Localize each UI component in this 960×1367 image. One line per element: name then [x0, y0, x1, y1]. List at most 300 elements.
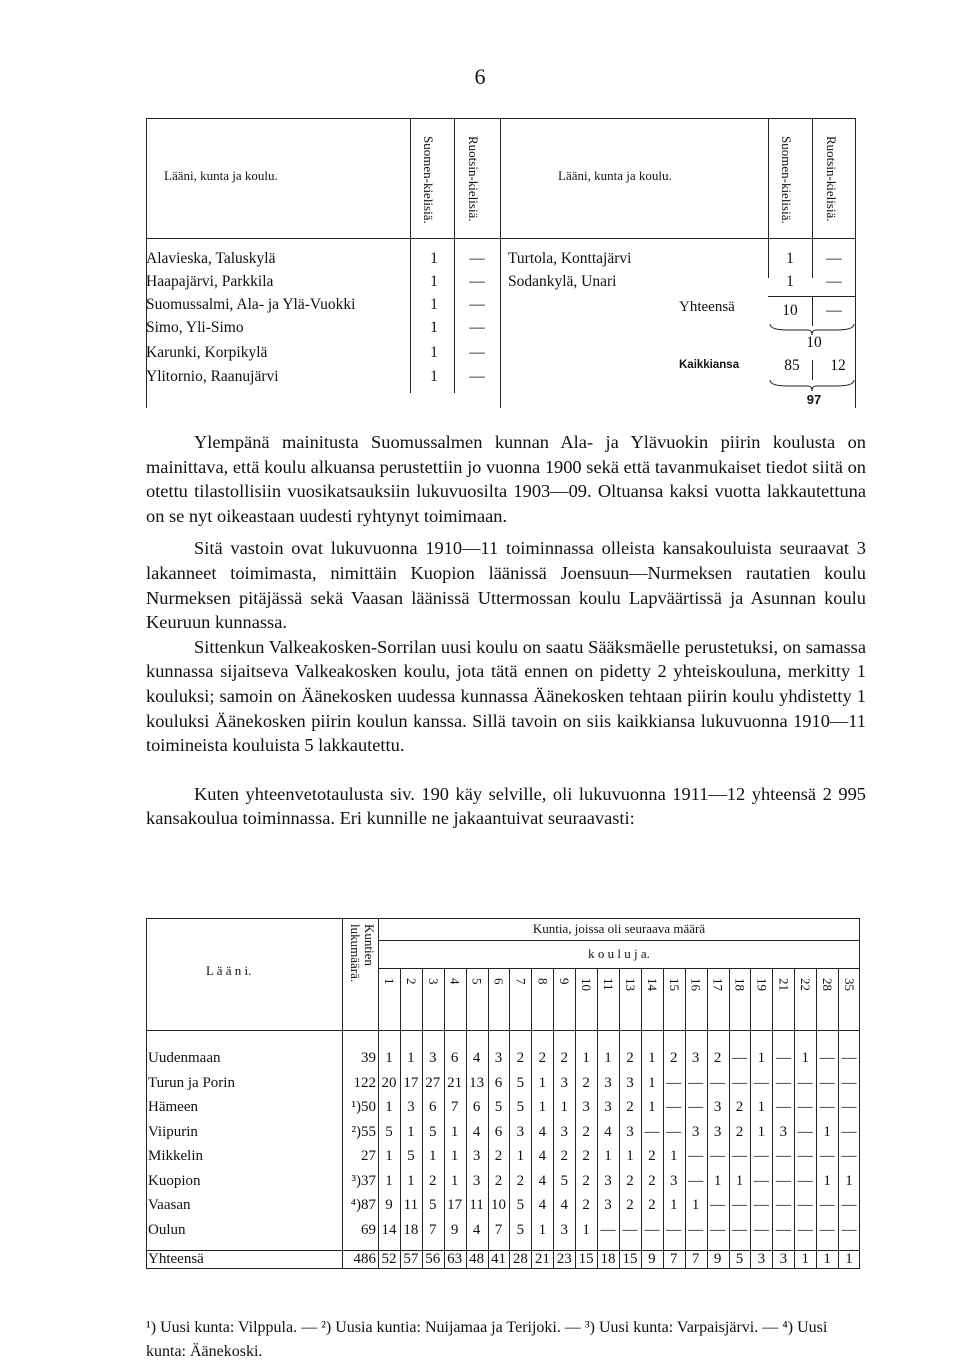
cell-value: 1: [757, 1099, 766, 1115]
cell-value: 3: [604, 1074, 612, 1091]
cell-value: 1: [823, 1251, 831, 1267]
col-rule: [768, 118, 769, 278]
paragraph: Kuten yhteenvetotaulusta siv. 190 käy selville, oli lukuvuonna 1911—12 yhteensä 2 995 kansakoulua toiminnassa. Eri kunnille ne jakaantuivat seuraavasti:: [146, 783, 866, 829]
cell-value: 17: [447, 1197, 463, 1213]
cell-value: 2: [494, 1172, 503, 1189]
cell-kuntien: ²)55: [351, 1123, 376, 1140]
cell-value: 2: [582, 1172, 590, 1189]
cell-value: 3: [757, 1251, 766, 1267]
school-count-header: 14: [644, 978, 660, 991]
cell-value: 1: [670, 1197, 678, 1213]
cell-value: 1: [407, 1123, 415, 1140]
cell-value: —: [841, 1099, 857, 1115]
cell-value: 4: [604, 1123, 612, 1140]
cell-value: 1: [735, 1172, 744, 1189]
kaikkiansa-label: Kaikkiansa: [679, 359, 740, 371]
col-rule: [500, 118, 501, 408]
cell-value: —: [841, 1197, 857, 1213]
yhteensa-label: Yhteensä: [679, 299, 735, 315]
cell-value: 1: [648, 1074, 656, 1091]
cell-value: —: [710, 1197, 726, 1213]
cell-value: 3: [779, 1251, 788, 1267]
school-count-header: 7: [513, 978, 529, 985]
school-count-header: 1: [381, 978, 397, 985]
cell-value: 41: [490, 1251, 506, 1267]
cell-value: 11: [469, 1197, 484, 1213]
cell-value: 1: [823, 1123, 831, 1140]
cell-value: —: [841, 1123, 857, 1140]
cell-value: 2: [648, 1172, 656, 1189]
cell-value: 9: [648, 1251, 656, 1267]
col-rule: [812, 360, 813, 380]
cell-fi: 1: [430, 319, 438, 336]
cell-value: 48: [469, 1251, 485, 1267]
table-top-rule: [146, 118, 856, 119]
col-rule: [454, 118, 455, 393]
cell-value: —: [797, 1099, 813, 1115]
cell-value: 23: [556, 1251, 572, 1267]
cell-value: 5: [429, 1197, 437, 1213]
cell-value: 1: [604, 1148, 612, 1164]
cell-value: 1: [582, 1050, 590, 1066]
table-right-rule: [855, 118, 856, 408]
cell-value: —: [753, 1172, 769, 1189]
cell-value: 2: [429, 1172, 437, 1189]
cell-value: 18: [600, 1251, 616, 1267]
school-count-header: 10: [579, 978, 595, 991]
header-swedish-left: Ruotsin-kielisiä.: [466, 136, 481, 222]
cell-value: —: [753, 1197, 769, 1213]
cell-sv: —: [469, 296, 485, 313]
cell-value: 1: [450, 1148, 459, 1164]
cell-value: —: [775, 1050, 791, 1066]
school-count-header: 11: [601, 978, 617, 991]
cell-value: 7: [450, 1099, 459, 1115]
school-count-header: 9: [557, 978, 573, 985]
cell-value: —: [819, 1074, 835, 1091]
cell-value: 4: [472, 1050, 481, 1066]
table-row: Vaasan: [148, 1197, 191, 1213]
kaikkiansa-total: 97: [806, 392, 822, 407]
kaikkiansa-fi: 85: [784, 357, 800, 374]
cell-value: —: [622, 1221, 638, 1238]
cell-value: —: [819, 1221, 835, 1238]
cell-sv: —: [469, 273, 485, 290]
table-row: Mikkelin: [148, 1148, 203, 1164]
cell-value: 1: [385, 1050, 393, 1066]
cell-value: —: [841, 1148, 857, 1164]
cell-value: —: [819, 1099, 835, 1115]
cell-value: 2: [670, 1050, 678, 1066]
school-count-header: 3: [425, 978, 441, 985]
header-swedish-right: Ruotsin-kielisiä.: [824, 136, 839, 222]
paragraph: Sitä vastoin ovat lukuvuonna 1910—11 toiminnassa olleista kansakouluista seuraavat 3 lakanneet toimimasta, nimittäin Kuopion läänissä Joensuun—Nurmeksen rautatien koulu Nurmeksen pitäjässä sekä Vaasan läänissä Uttermossan koulu Lapväärtissä ja Asunnan koulu Keuruun kunnassa.: [146, 538, 866, 633]
cell-value: 6: [472, 1099, 481, 1115]
cell-value: —: [710, 1221, 726, 1238]
cell-value: —: [644, 1221, 660, 1238]
cell-value: 4: [538, 1197, 547, 1213]
header-laani: L ä ä n i.: [206, 963, 252, 978]
cell-value: —: [688, 1099, 704, 1115]
group-rule: [378, 940, 860, 941]
school-count-header: 15: [666, 978, 682, 991]
cell-kuntien: ¹)50: [351, 1099, 376, 1115]
yhteensa-total: 10: [806, 334, 822, 351]
cell-value: 6: [450, 1050, 459, 1066]
cell-value: 3: [626, 1074, 634, 1091]
cell-value: 15: [622, 1251, 638, 1267]
cell-kuntien: 27: [361, 1148, 376, 1164]
cell-value: —: [688, 1221, 704, 1238]
cell-value: 3: [670, 1172, 678, 1189]
cell-fi: 1: [786, 250, 794, 267]
cell-value: 3: [560, 1123, 568, 1140]
school-count-header: 18: [732, 978, 748, 991]
cell-value: 2: [735, 1099, 744, 1115]
table-row: Alavieska, Taluskylä: [146, 250, 276, 267]
cell-value: 57: [403, 1251, 419, 1267]
cell-value: 7: [691, 1251, 700, 1267]
cell-value: 2: [626, 1197, 634, 1213]
school-count-header: 13: [622, 978, 638, 991]
cell-fi: 1: [786, 273, 794, 290]
cell-value: 1: [582, 1221, 590, 1238]
cell-value: 1: [538, 1099, 547, 1115]
cell-value: 5: [516, 1197, 525, 1213]
cell-sv: —: [469, 344, 485, 361]
cell-value: 3: [516, 1123, 525, 1140]
cell-value: —: [688, 1172, 704, 1189]
cell-value: 5: [407, 1148, 415, 1164]
header-laani-left: Lääni, kunta ja koulu.: [164, 168, 278, 183]
cell-value: 1: [560, 1099, 568, 1115]
cell-value: 63: [447, 1251, 463, 1267]
cell-fi: 1: [430, 344, 438, 361]
cell-value: 1: [757, 1123, 766, 1140]
cell-value: 2: [538, 1050, 547, 1066]
cell-value: 1: [801, 1050, 809, 1066]
col-rule: [146, 918, 147, 1268]
table-row: Haapajärvi, Parkkila: [146, 273, 274, 290]
paragraph: Sittenkun Valkeakosken-Sorrilan uusi koulu on saatu Sääksmäelle perustetuksi, on samassa kunnassa sijaitseva Valkeakosken koulu, jota tätä ennen on pidetty 2 yhteiskouluna, merkitty 1 kouluksi; samoin on Äänekosken uudessa kunnassa Äänekosken tehtaan piirin koulu yhdistetty 1 kouluksi Äänekosken piirin koulun kanssa. Sillä tavoin on siis kaikkiansa lukuvuonna 1910—11 toimineista kouluista 5 lakkautettu.: [146, 636, 866, 756]
cell-value: 3: [626, 1123, 634, 1140]
cell-value: 4: [538, 1172, 547, 1189]
cell-value: —: [819, 1148, 835, 1164]
cell-value: —: [841, 1221, 857, 1238]
cell-value: 2: [735, 1123, 744, 1140]
cell-value: 2: [626, 1050, 634, 1066]
cell-value: 56: [425, 1251, 441, 1267]
cell-value: 5: [385, 1123, 393, 1140]
cell-value: 1: [538, 1221, 547, 1238]
cell-value: —: [731, 1050, 747, 1066]
cell-kuntien: 39: [361, 1050, 376, 1066]
cell-kuntien: 486: [353, 1251, 376, 1267]
cell-value: —: [797, 1123, 813, 1140]
cell-value: —: [710, 1148, 726, 1164]
cell-value: 18: [403, 1221, 419, 1238]
cell-value: —: [753, 1074, 769, 1091]
cell-value: 1: [801, 1251, 809, 1267]
cell-fi: 1: [430, 273, 438, 290]
cell-value: 2: [494, 1148, 503, 1164]
cell-sv: —: [469, 368, 485, 385]
cell-value: 3: [472, 1148, 481, 1164]
cell-value: 1: [407, 1050, 415, 1066]
cell-value: 4: [538, 1123, 547, 1140]
cell-value: 3: [779, 1123, 788, 1140]
cell-value: 3: [560, 1221, 568, 1238]
cell-value: 21: [447, 1074, 463, 1091]
cell-value: —: [710, 1074, 726, 1091]
cell-value: 2: [648, 1197, 656, 1213]
cell-value: 1: [385, 1148, 393, 1164]
brace-icon: [768, 378, 856, 392]
cell-value: 52: [381, 1251, 397, 1267]
cell-value: —: [819, 1197, 835, 1213]
table-row: Hämeen: [148, 1099, 198, 1115]
cell-value: 4: [538, 1148, 547, 1164]
cell-value: —: [731, 1197, 747, 1213]
cell-value: 2: [582, 1074, 590, 1091]
cell-value: 2: [626, 1099, 634, 1115]
cell-sv: —: [826, 250, 842, 267]
school-count-header: 8: [535, 978, 551, 985]
cell-value: 5: [560, 1172, 568, 1189]
table-row: Karunki, Korpikylä: [146, 344, 268, 361]
cell-value: —: [753, 1221, 769, 1238]
table-row: Uudenmaan: [148, 1050, 221, 1066]
cell-value: —: [797, 1074, 813, 1091]
cell-value: 13: [469, 1074, 485, 1091]
table-row: Turtola, Konttajärvi: [508, 250, 632, 267]
cell-value: 1: [757, 1050, 766, 1066]
cell-value: —: [819, 1050, 835, 1066]
cell-value: —: [688, 1148, 704, 1164]
yhteensa-sv: —: [826, 302, 842, 319]
cell-value: 5: [516, 1074, 525, 1091]
cell-value: 9: [713, 1251, 722, 1267]
cell-value: 6: [494, 1074, 503, 1091]
cell-kuntien: 69: [361, 1221, 376, 1238]
cell-value: 1: [845, 1172, 853, 1189]
cell-value: 6: [429, 1099, 437, 1115]
col-rule: [812, 118, 813, 278]
cell-value: 3: [713, 1099, 722, 1115]
cell-value: 2: [560, 1050, 568, 1066]
cell-value: 2: [582, 1148, 590, 1164]
cell-value: 1: [407, 1172, 415, 1189]
footnotes: ¹) Uusi kunta: Vilppula. — ²) Uusia kuntia: Nuijamaa ja Terijoki. — ³) Uusi kunta: Varpaisjärvi. — ⁴) Uusi kunta: Äänekoski.: [146, 1319, 828, 1360]
school-count-header: 16: [688, 978, 704, 991]
cell-value: 3: [429, 1050, 437, 1066]
cell-kuntien: 122: [353, 1074, 376, 1091]
cell-value: —: [775, 1074, 791, 1091]
cell-value: 9: [385, 1197, 393, 1213]
cell-kuntien: ³)37: [351, 1172, 376, 1189]
cell-value: 7: [670, 1251, 678, 1267]
cell-value: 3: [407, 1099, 415, 1115]
table-row: Oulun: [148, 1221, 186, 1238]
cell-value: —: [666, 1074, 682, 1091]
cell-value: 4: [472, 1123, 481, 1140]
cell-value: 2: [582, 1197, 590, 1213]
cell-value: 15: [578, 1251, 594, 1267]
cell-value: 28: [512, 1251, 528, 1267]
cell-value: —: [644, 1123, 660, 1140]
header-kuntien: Kuntien lukumäärä.: [348, 924, 377, 983]
cell-sv: —: [826, 273, 842, 290]
table-row: Viipurin: [148, 1123, 198, 1140]
cell-value: 6: [494, 1123, 503, 1140]
cell-value: 2: [582, 1123, 590, 1140]
cell-value: 9: [450, 1221, 459, 1238]
cell-value: 1: [604, 1050, 612, 1066]
cell-fi: 1: [430, 296, 438, 313]
table-row: Kuopion: [148, 1172, 201, 1189]
cell-value: 1: [450, 1172, 459, 1189]
cell-value: 3: [691, 1123, 700, 1140]
school-count-header: 2: [403, 978, 419, 985]
school-count-header: 28: [820, 978, 836, 991]
cell-value: —: [666, 1123, 682, 1140]
cell-value: —: [841, 1074, 857, 1091]
cell-value: 5: [494, 1099, 503, 1115]
school-count-header: 6: [491, 978, 507, 985]
cell-value: 17: [403, 1074, 419, 1091]
cell-value: 10: [490, 1197, 506, 1213]
cell-value: —: [666, 1221, 682, 1238]
cell-value: 7: [429, 1221, 437, 1238]
cell-value: 2: [626, 1172, 634, 1189]
school-count-header: 35: [842, 978, 858, 991]
cell-value: 27: [425, 1074, 441, 1091]
cell-value: 1: [670, 1148, 678, 1164]
table-top-rule: [146, 918, 860, 919]
cell-value: 1: [823, 1172, 831, 1189]
cell-value: —: [775, 1172, 791, 1189]
cell-value: 3: [691, 1050, 700, 1066]
cell-value: —: [753, 1148, 769, 1164]
paragraph: Ylempänä mainitusta Suomussalmen kunnan Ala- ja Ylävuokin piirin koulusta on mainittava, että koulu alkuansa perustettiin jo vuonna 1900 sekä että tavanmukaiset tiedot siitä on otettu tilastollisiin vuosikatsauksiin lukuvuosilta 1903—09. Oltuansa kaksi vuotta lakkautettuna on se nyt oikeastaan uudesti ryhtynyt toimimaan.: [146, 432, 866, 526]
col-rule: [410, 118, 411, 393]
cell-value: —: [797, 1221, 813, 1238]
table-row: Yhteensä: [148, 1251, 204, 1267]
cell-fi: 1: [430, 368, 438, 385]
cell-value: 14: [381, 1221, 397, 1238]
cell-value: 4: [472, 1221, 481, 1238]
cell-sv: —: [469, 319, 485, 336]
school-count-header: 19: [754, 978, 770, 991]
cell-value: 3: [560, 1074, 568, 1091]
school-count-header: 22: [798, 978, 814, 991]
kaikkiansa-sv: 12: [830, 357, 846, 374]
cell-value: 7: [494, 1221, 503, 1238]
cell-value: —: [775, 1148, 791, 1164]
header-finnish-right: Suomen-kielisiä.: [779, 136, 794, 224]
cell-value: 20: [381, 1074, 397, 1091]
school-table: [146, 118, 856, 408]
cell-value: 1: [516, 1148, 525, 1164]
cell-value: —: [688, 1074, 704, 1091]
table-row: Suomussalmi, Ala- ja Ylä-Vuokki: [146, 296, 356, 313]
group-header: Kuntia, joissa oli seuraava määrä: [532, 921, 706, 936]
cell-value: 1: [691, 1197, 700, 1213]
school-count-header: 21: [776, 978, 792, 991]
cell-value: —: [600, 1221, 616, 1238]
table-header-rule: [146, 238, 856, 239]
cell-fi: 1: [430, 250, 438, 267]
cell-value: 2: [713, 1050, 722, 1066]
table-row: Simo, Yli-Simo: [146, 319, 244, 336]
cell-value: 3: [604, 1197, 612, 1213]
cell-value: 1: [648, 1099, 656, 1115]
header-finnish-left: Suomen-kielisiä.: [421, 136, 436, 224]
cell-value: 5: [735, 1251, 744, 1267]
table-row: Sodankylä, Unari: [508, 273, 617, 290]
cell-kuntien: ⁴)87: [350, 1197, 376, 1213]
cell-value: 1: [845, 1251, 853, 1267]
school-count-header: 4: [447, 978, 463, 985]
yhteensa-fi: 10: [782, 302, 798, 319]
cell-value: 1: [626, 1148, 634, 1164]
cell-value: —: [797, 1172, 813, 1189]
cell-value: 4: [560, 1197, 568, 1213]
cell-value: 1: [713, 1172, 722, 1189]
cell-value: 5: [429, 1123, 437, 1140]
cell-value: 21: [534, 1251, 550, 1267]
school-count-header: 17: [710, 978, 726, 991]
cell-value: —: [841, 1050, 857, 1066]
table-row: Ylitornio, Raanujärvi: [146, 368, 279, 385]
cell-value: —: [666, 1099, 682, 1115]
cell-value: 2: [516, 1050, 525, 1066]
cell-value: 1: [385, 1172, 393, 1189]
table-header-rule: [146, 1030, 860, 1031]
group-header: k o u l u j a.: [588, 946, 650, 961]
school-count-header: 5: [469, 978, 485, 985]
cell-value: 5: [516, 1099, 525, 1115]
cell-value: —: [797, 1197, 813, 1213]
cell-value: 1: [385, 1099, 393, 1115]
cell-value: 1: [429, 1148, 437, 1164]
cell-value: 1: [648, 1050, 656, 1066]
cell-value: 11: [403, 1197, 419, 1213]
cell-value: —: [797, 1148, 813, 1164]
body-text: [146, 430, 866, 831]
cell-value: 3: [604, 1172, 612, 1189]
cell-value: —: [775, 1099, 791, 1115]
page-number: 6: [474, 64, 486, 89]
cell-value: —: [731, 1074, 747, 1091]
cell-value: 3: [494, 1050, 503, 1066]
cell-value: 1: [538, 1074, 547, 1091]
cell-value: —: [775, 1221, 791, 1238]
cell-value: —: [731, 1221, 747, 1238]
cell-sv: —: [469, 250, 485, 267]
cell-value: 3: [582, 1099, 590, 1115]
cell-value: 3: [472, 1172, 481, 1189]
cell-value: 2: [648, 1148, 656, 1164]
header-laani-right: Lääni, kunta ja koulu.: [558, 168, 672, 183]
cell-value: 3: [713, 1123, 722, 1140]
table-row: Turun ja Porin: [148, 1074, 235, 1091]
cell-value: 3: [604, 1099, 612, 1115]
municipality-table: [146, 918, 860, 1268]
cell-value: —: [775, 1197, 791, 1213]
cell-value: 2: [560, 1148, 568, 1164]
cell-value: —: [731, 1148, 747, 1164]
